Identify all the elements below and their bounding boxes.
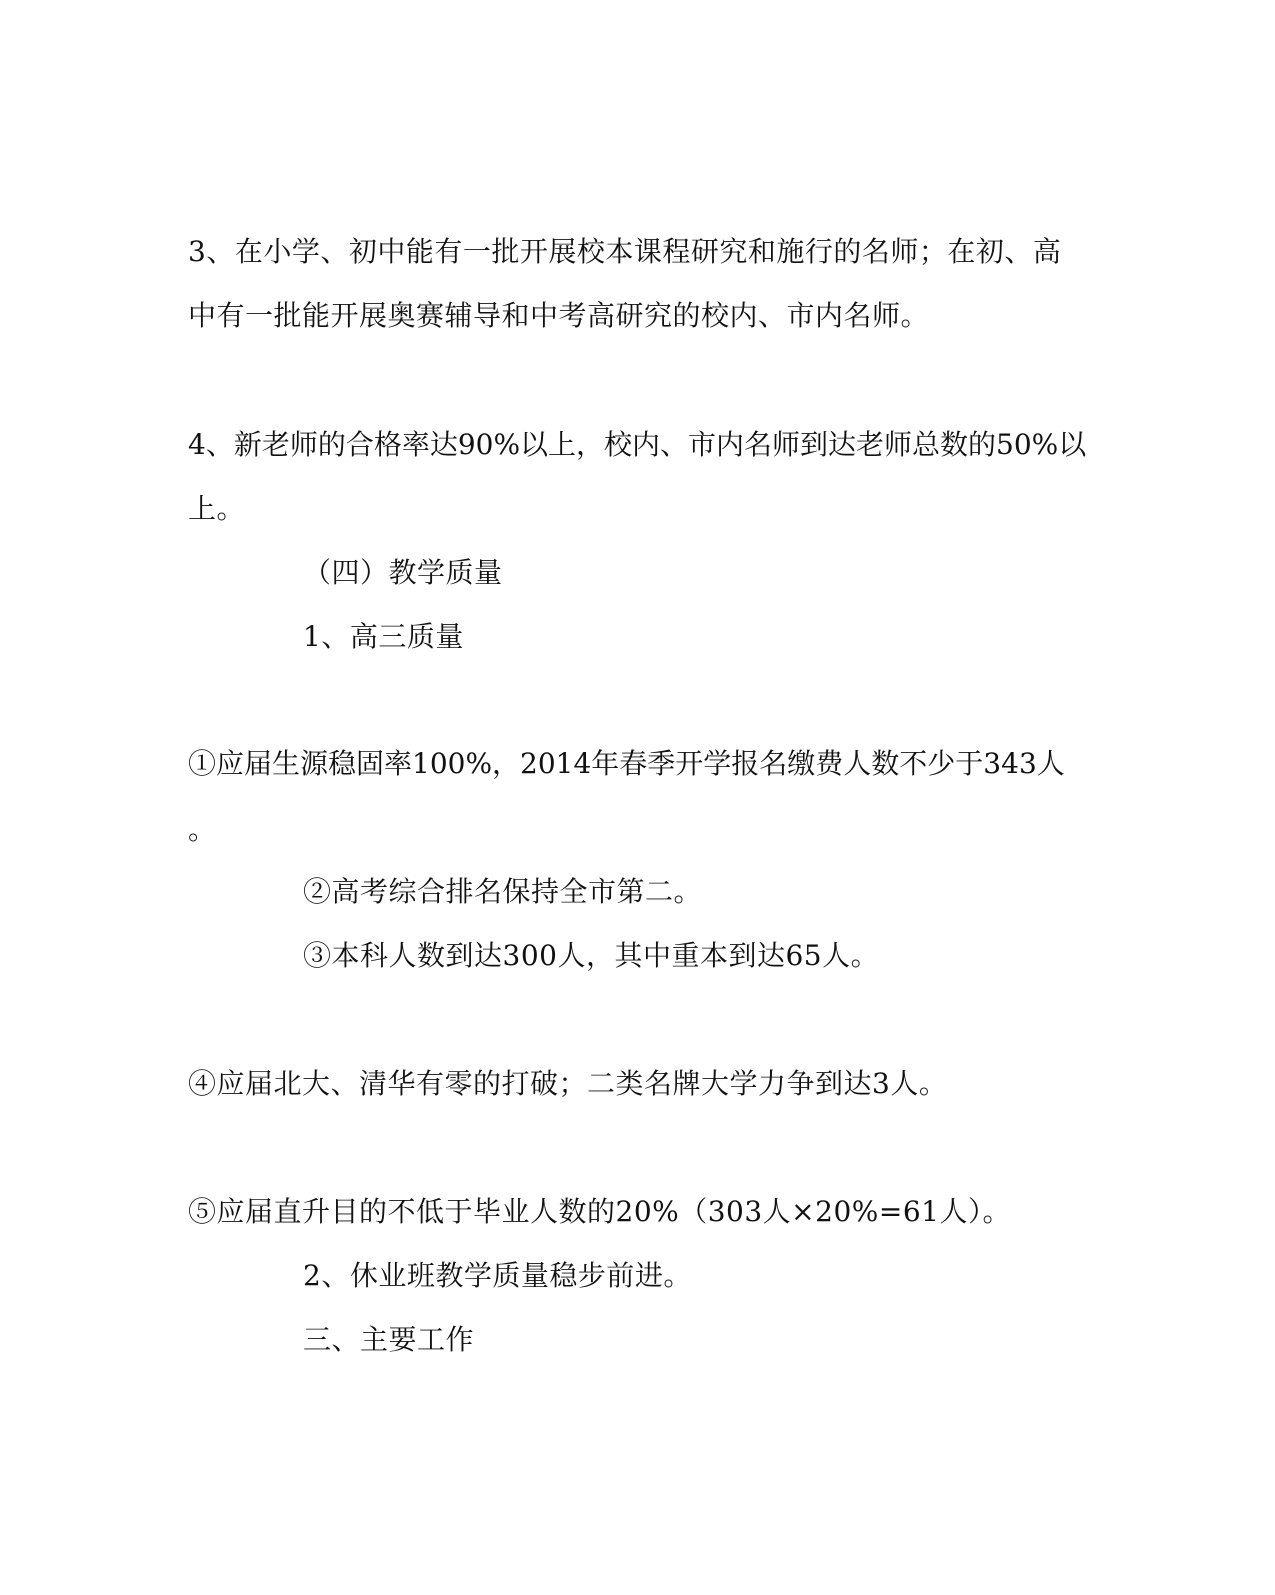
part-3-heading: 三、主要工作 bbox=[303, 1323, 475, 1356]
item-3-line-1: 3、在小学、初中能有一批开展校本课程研究和施行的名师；在初、高 bbox=[188, 235, 1062, 268]
point-3: ③本科人数到达300人，其中重本到达65人。 bbox=[303, 939, 880, 972]
item-3-line-2: 中有一批能开展奥赛辅导和中考高研究的校内、市内名师。 bbox=[188, 299, 930, 332]
point-1-line-2: 。 bbox=[188, 813, 217, 846]
section-4-heading: （四）教学质量 bbox=[303, 556, 503, 589]
point-5: ⑤应届直升目的不低于毕业人数的20%（303人×20%=61人）。 bbox=[188, 1195, 1011, 1228]
subsection-1-heading: 1、高三质量 bbox=[303, 620, 464, 653]
point-4: ④应届北大、清华有零的打破；二类名牌大学力争到达3人。 bbox=[188, 1067, 948, 1100]
point-1-line-1: ①应届生源稳固率100%，2014年春季开学报名缴费人数不少于343人 bbox=[188, 747, 1065, 780]
subsection-2-heading: 2、休业班教学质量稳步前进。 bbox=[303, 1259, 692, 1292]
item-4-line-2: 上。 bbox=[188, 492, 246, 525]
point-2: ②高考综合排名保持全市第二。 bbox=[303, 875, 703, 908]
item-4-line-1: 4、新老师的合格率达90%以上，校内、市内名师到达老师总数的50%以 bbox=[188, 428, 1087, 461]
